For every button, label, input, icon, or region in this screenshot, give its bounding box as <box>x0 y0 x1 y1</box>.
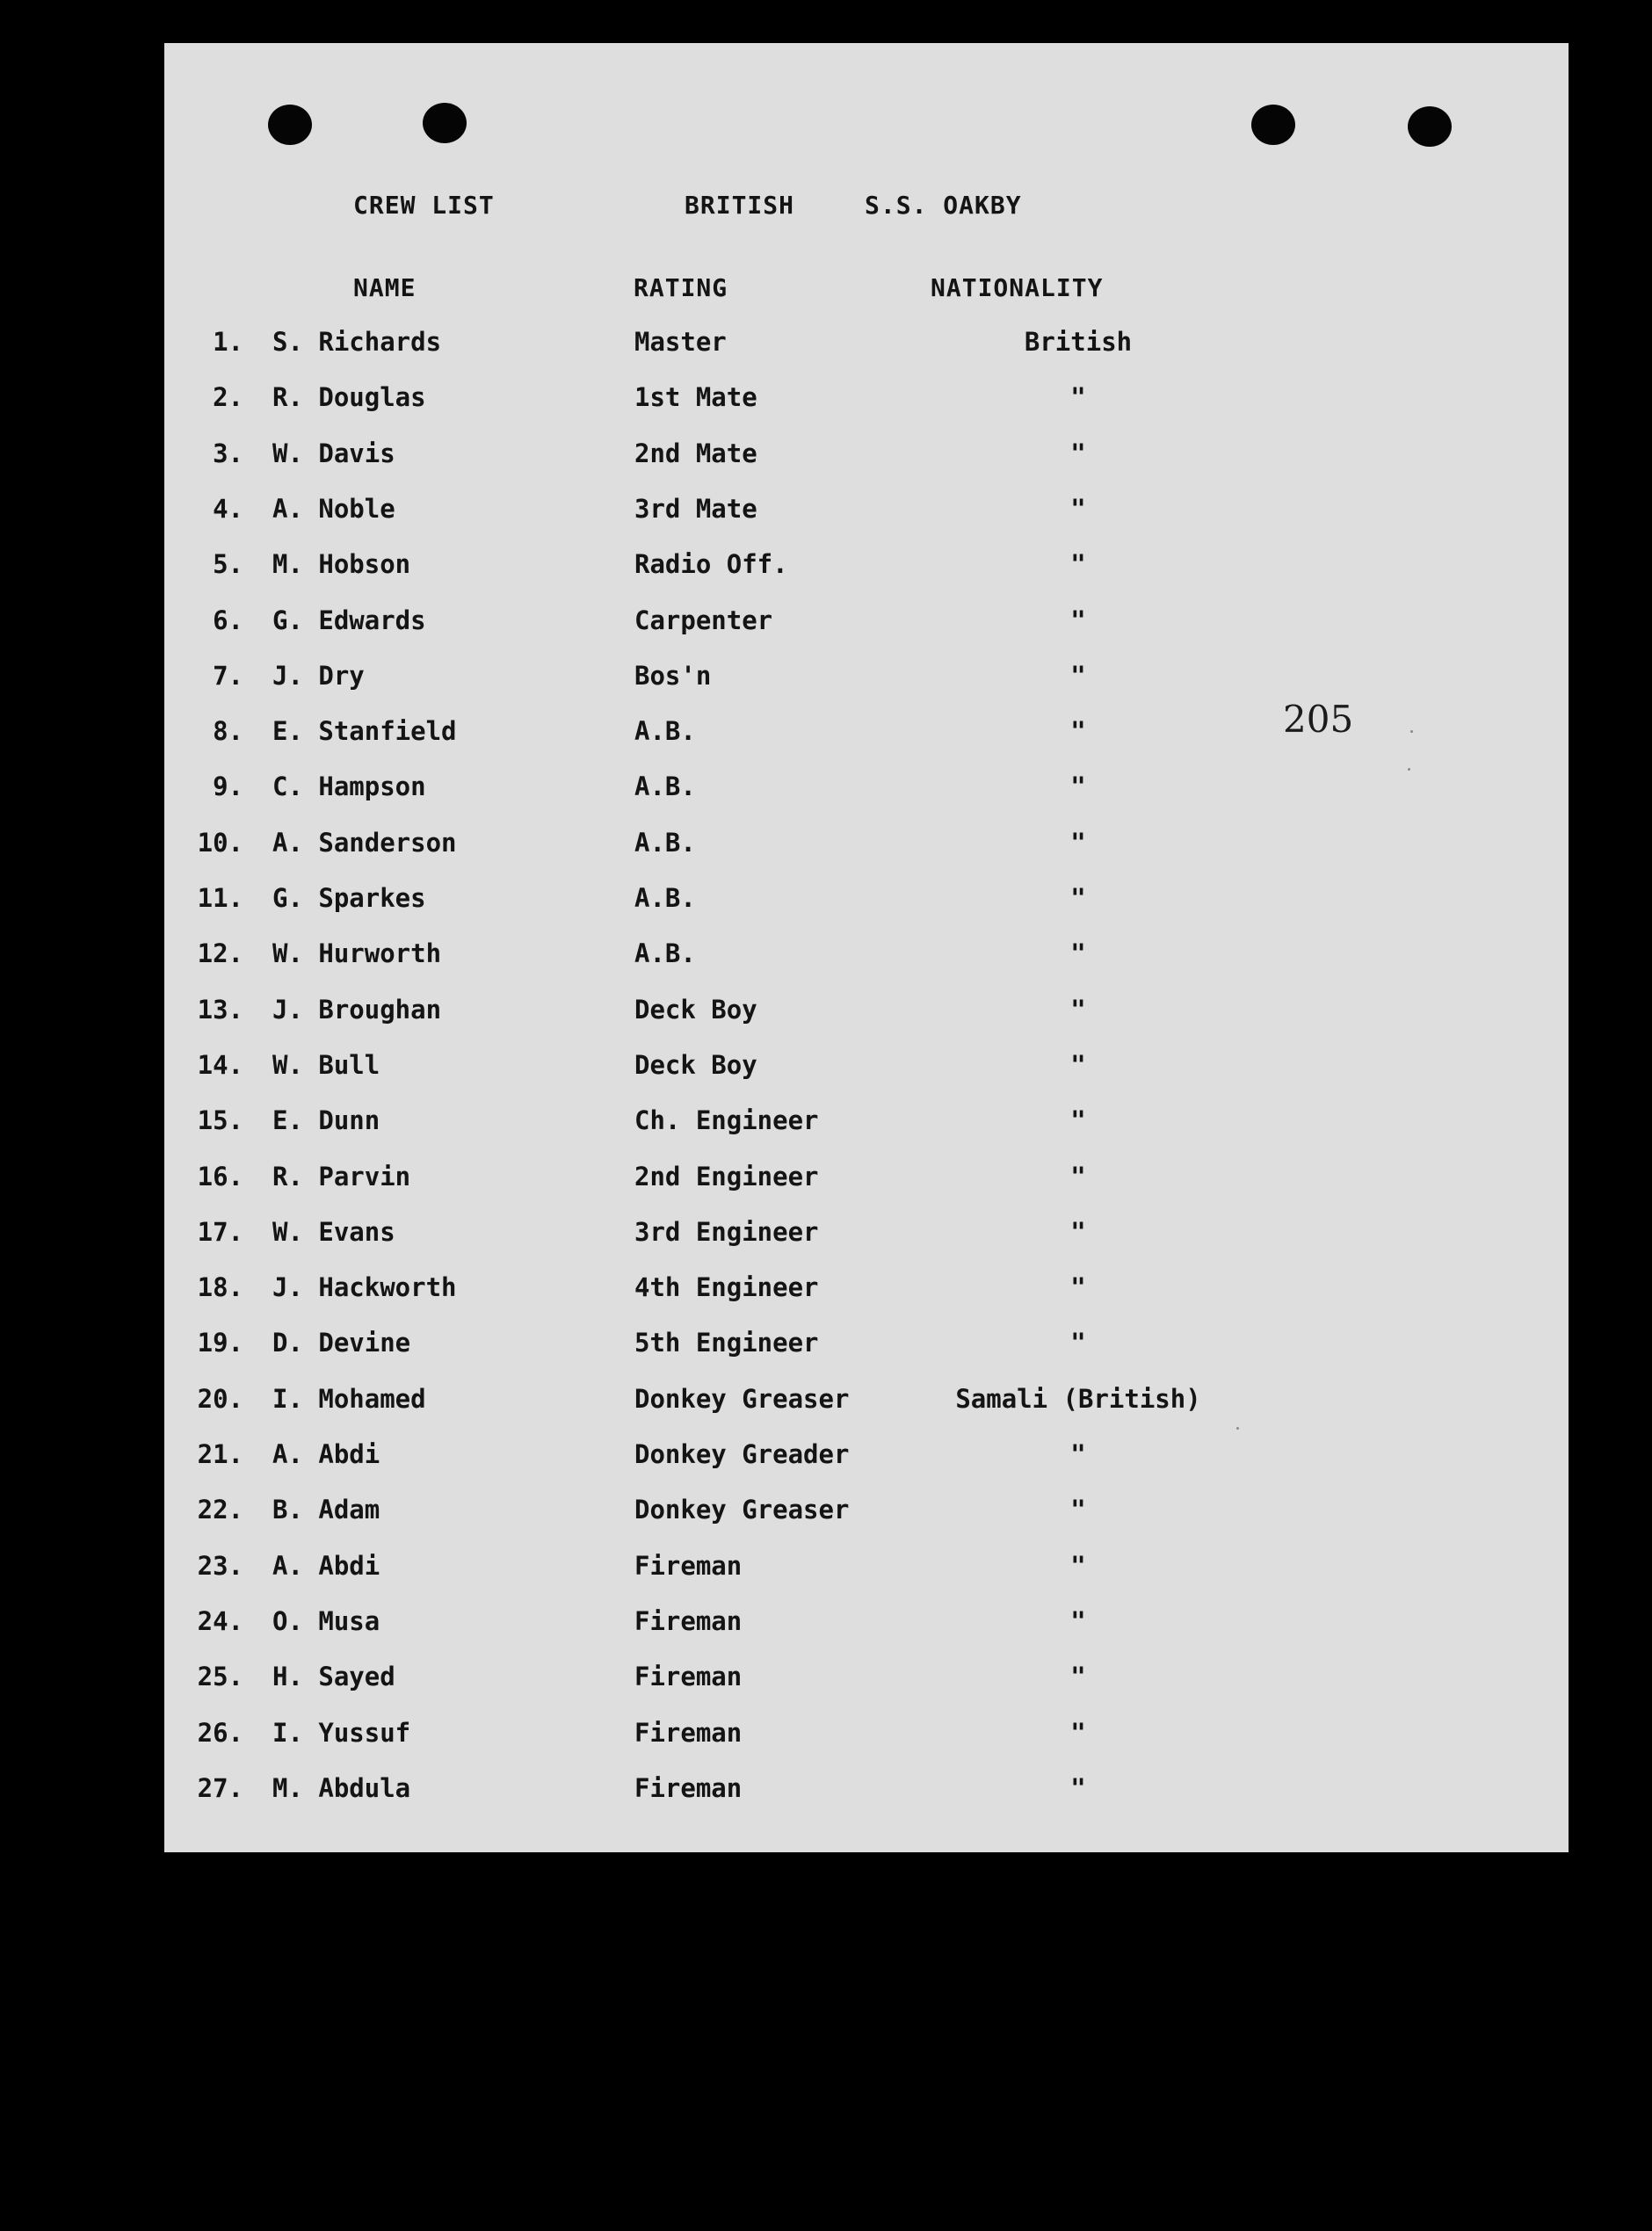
crew-rating: Deck Boy <box>634 1049 757 1080</box>
crew-name: M. Abdula <box>272 1772 411 1803</box>
crew-rating: Fireman <box>634 1605 743 1636</box>
crew-nationality: " <box>1070 1605 1086 1636</box>
punch-hole-4 <box>1408 106 1452 147</box>
crew-name: H. Sayed <box>272 1662 395 1692</box>
crew-number: 26. <box>197 1717 243 1748</box>
crew-row <box>164 1325 1569 1360</box>
crew-number: 6. <box>213 605 243 635</box>
crew-rating: 1st Mate <box>634 382 757 413</box>
crew-name: I. Mohamed <box>272 1383 426 1414</box>
nationality-column-header: NATIONALITY <box>931 273 1104 302</box>
crew-nationality: " <box>1070 1495 1086 1525</box>
crew-number: 8. <box>213 716 243 747</box>
crew-nationality: " <box>1070 994 1086 1025</box>
crew-number: 19. <box>197 1328 243 1358</box>
crew-name: A. Abdi <box>272 1550 380 1581</box>
crew-name: A. Noble <box>272 493 395 524</box>
crew-row <box>164 713 1569 749</box>
paper-speck <box>1410 730 1413 733</box>
crew-nationality: " <box>1070 382 1086 413</box>
crew-rating: A.B. <box>634 883 696 913</box>
crew-nationality: " <box>1070 1161 1086 1192</box>
crew-number: 3. <box>213 438 243 468</box>
crew-rating: Fireman <box>634 1662 743 1692</box>
crew-row <box>164 1270 1569 1305</box>
crew-number: 13. <box>197 994 243 1025</box>
crew-nationality: " <box>1070 493 1086 524</box>
crew-name: W. Davis <box>272 438 395 468</box>
crew-row <box>164 1659 1569 1694</box>
crew-name: W. Hurworth <box>272 938 442 969</box>
crew-number: 14. <box>197 1049 243 1080</box>
crew-number: 20. <box>197 1383 243 1414</box>
crew-nationality: " <box>1070 827 1086 858</box>
crew-name: A. Sanderson <box>272 827 457 858</box>
crew-rating: A.B. <box>634 938 696 969</box>
crew-name: M. Hobson <box>272 549 411 580</box>
crew-number: 21. <box>197 1439 243 1469</box>
crew-row <box>164 1492 1569 1527</box>
crew-row <box>164 992 1569 1027</box>
crew-name: B. Adam <box>272 1495 380 1525</box>
vessel-name: S.S. OAKBY <box>865 191 1022 220</box>
crew-rating: Fireman <box>634 1772 743 1803</box>
crew-row <box>164 1159 1569 1194</box>
crew-rating: Fireman <box>634 1717 743 1748</box>
crew-rating: 3rd Mate <box>634 493 757 524</box>
crew-number: 17. <box>197 1216 243 1247</box>
crew-row <box>164 1715 1569 1750</box>
crew-rating: 4th Engineer <box>634 1272 819 1303</box>
crew-number: 25. <box>197 1662 243 1692</box>
crew-nationality: " <box>1070 1105 1086 1136</box>
crew-name: R. Douglas <box>272 382 426 413</box>
crew-row <box>164 825 1569 860</box>
crew-nationality: Samali (British) <box>955 1383 1201 1414</box>
crew-nationality: " <box>1070 1550 1086 1581</box>
crew-rating: 2nd Engineer <box>634 1161 819 1192</box>
crew-nationality: " <box>1070 883 1086 913</box>
crew-name: J. Dry <box>272 660 365 691</box>
crew-rating: A.B. <box>634 716 696 747</box>
crew-number: 9. <box>213 771 243 802</box>
flag-label: BRITISH <box>685 191 795 220</box>
crew-row <box>164 1548 1569 1583</box>
crew-rating: 3rd Engineer <box>634 1216 819 1247</box>
crew-rating: Bos'n <box>634 660 712 691</box>
crew-nationality: " <box>1070 1272 1086 1303</box>
crew-name: E. Stanfield <box>272 716 457 747</box>
punch-hole-2 <box>423 103 467 143</box>
crew-row <box>164 436 1569 471</box>
crew-number: 23. <box>197 1550 243 1581</box>
crew-nationality: " <box>1070 438 1086 468</box>
crew-number: 22. <box>197 1495 243 1525</box>
crew-number: 16. <box>197 1161 243 1192</box>
crew-name: O. Musa <box>272 1605 380 1636</box>
crew-name: I. Yussuf <box>272 1717 411 1748</box>
crew-nationality: " <box>1070 1216 1086 1247</box>
crew-nationality: " <box>1070 1662 1086 1692</box>
crew-list-page <box>164 43 1569 1852</box>
crew-nationality: " <box>1070 1439 1086 1469</box>
crew-row <box>164 380 1569 415</box>
document-title: CREW LIST <box>353 191 495 220</box>
crew-rating: A.B. <box>634 827 696 858</box>
crew-name: G. Sparkes <box>272 883 426 913</box>
crew-row <box>164 324 1569 359</box>
crew-name: C. Hampson <box>272 771 426 802</box>
crew-row <box>164 1103 1569 1138</box>
crew-nationality: " <box>1070 549 1086 580</box>
crew-row <box>164 1604 1569 1639</box>
crew-number: 27. <box>197 1772 243 1803</box>
crew-rating: Deck Boy <box>634 994 757 1025</box>
crew-nationality: British <box>1024 327 1133 357</box>
crew-row <box>164 936 1569 971</box>
stamp-number: 205 <box>1283 698 1354 741</box>
crew-name: W. Bull <box>272 1049 380 1080</box>
crew-nationality: " <box>1070 771 1086 802</box>
crew-nationality: " <box>1070 716 1086 747</box>
crew-rating: 5th Engineer <box>634 1328 819 1358</box>
crew-row <box>164 769 1569 804</box>
punch-hole-1 <box>268 105 312 145</box>
crew-number: 4. <box>213 493 243 524</box>
crew-number: 5. <box>213 549 243 580</box>
crew-row <box>164 603 1569 638</box>
crew-name: E. Dunn <box>272 1105 380 1136</box>
crew-name: J. Broughan <box>272 994 442 1025</box>
crew-row <box>164 1047 1569 1083</box>
crew-name: A. Abdi <box>272 1439 380 1469</box>
crew-rating: A.B. <box>634 771 696 802</box>
crew-row <box>164 491 1569 526</box>
crew-row <box>164 547 1569 582</box>
crew-nationality: " <box>1070 1717 1086 1748</box>
crew-rating: 2nd Mate <box>634 438 757 468</box>
crew-rating: Radio Off. <box>634 549 788 580</box>
crew-nationality: " <box>1070 660 1086 691</box>
crew-name: W. Evans <box>272 1216 395 1247</box>
name-column-header: NAME <box>353 273 417 302</box>
crew-number: 1. <box>213 327 243 357</box>
crew-name: D. Devine <box>272 1328 411 1358</box>
rating-column-header: RATING <box>634 273 728 302</box>
crew-number: 10. <box>197 827 243 858</box>
crew-nationality: " <box>1070 1328 1086 1358</box>
crew-row <box>164 658 1569 693</box>
crew-row <box>164 1214 1569 1250</box>
crew-row <box>164 1437 1569 1472</box>
crew-row <box>164 880 1569 916</box>
crew-number: 15. <box>197 1105 243 1136</box>
crew-row <box>164 1381 1569 1416</box>
paper-speck <box>1236 1427 1239 1430</box>
crew-rating: Carpenter <box>634 605 773 635</box>
crew-number: 7. <box>213 660 243 691</box>
crew-name: S. Richards <box>272 327 442 357</box>
crew-nationality: " <box>1070 1772 1086 1803</box>
crew-rating: Donkey Greader <box>634 1439 850 1469</box>
crew-nationality: " <box>1070 938 1086 969</box>
crew-name: R. Parvin <box>272 1161 411 1192</box>
crew-nationality: " <box>1070 605 1086 635</box>
punch-hole-3 <box>1251 105 1295 145</box>
crew-row <box>164 1771 1569 1806</box>
crew-number: 18. <box>197 1272 243 1303</box>
crew-rating: Donkey Greaser <box>634 1495 850 1525</box>
crew-name: J. Hackworth <box>272 1272 457 1303</box>
crew-number: 12. <box>197 938 243 969</box>
crew-number: 24. <box>197 1605 243 1636</box>
crew-rating: Donkey Greaser <box>634 1383 850 1414</box>
crew-number: 2. <box>213 382 243 413</box>
crew-rating: Ch. Engineer <box>634 1105 819 1136</box>
crew-rating: Master <box>634 327 727 357</box>
paper-speck <box>1408 768 1410 771</box>
crew-nationality: " <box>1070 1049 1086 1080</box>
crew-rating: Fireman <box>634 1550 743 1581</box>
crew-name: G. Edwards <box>272 605 426 635</box>
crew-number: 11. <box>197 883 243 913</box>
